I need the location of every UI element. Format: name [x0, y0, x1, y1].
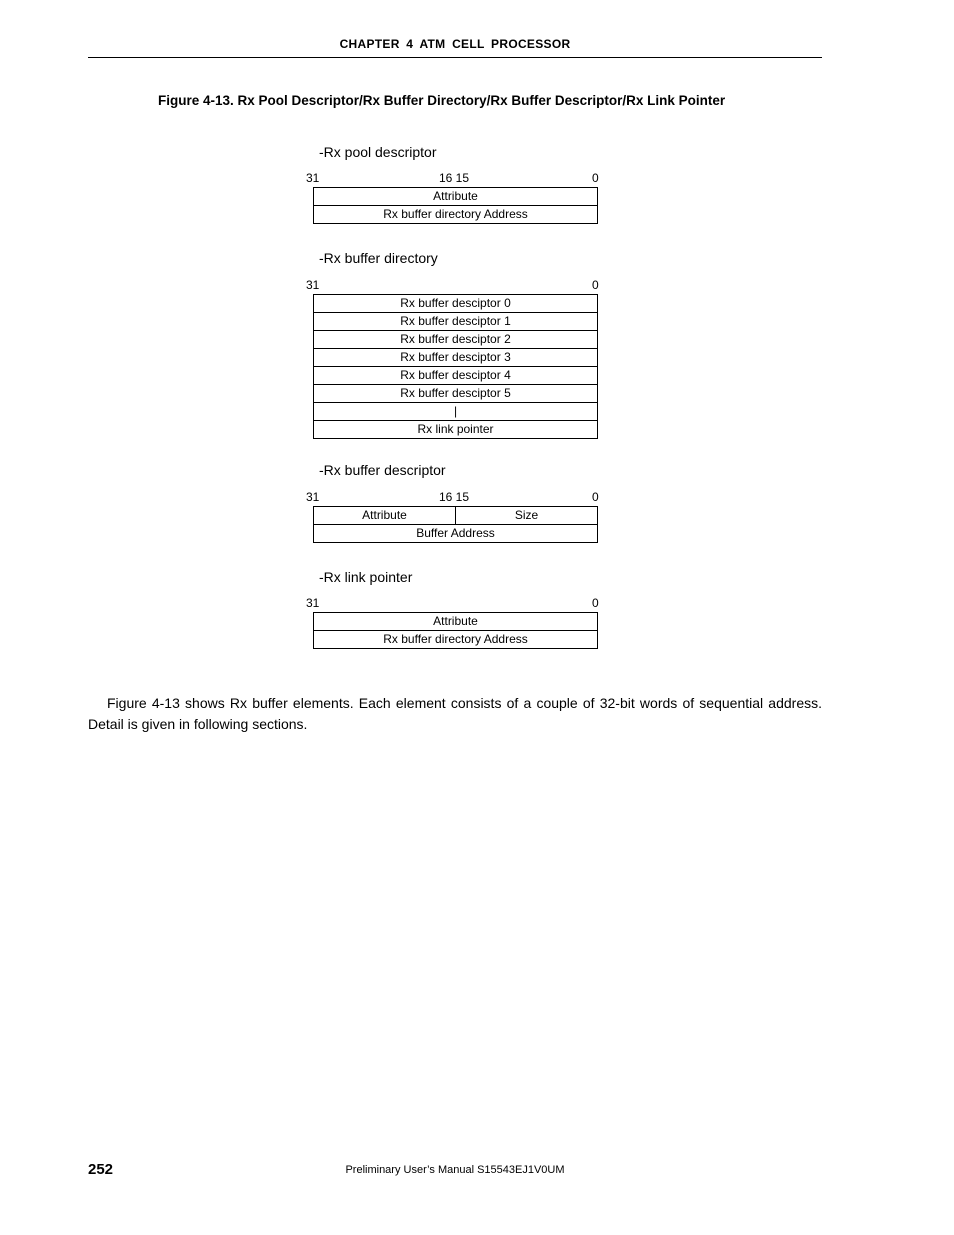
section-title-rx-pool-descriptor: -Rx pool descriptor: [319, 144, 437, 160]
bit-label-low: 0: [592, 171, 599, 185]
register-field-size: Size: [455, 507, 597, 524]
register-row: Rx link pointer: [314, 420, 597, 438]
chapter-header: CHAPTER 4 ATM CELL PROCESSOR: [339, 37, 571, 51]
register-row-ellipsis: |: [314, 402, 597, 420]
bit-label-high: 31: [306, 171, 320, 185]
section-title-rx-link-pointer: -Rx link pointer: [319, 569, 413, 585]
register-row: Rx buffer desciptor 3: [314, 348, 597, 366]
header-rule: [88, 57, 822, 58]
bit-label-low: 0: [592, 490, 599, 504]
body-paragraph: Figure 4-13 shows Rx buffer elements. Each element consists of a couple of 32-bit words of sequential address. Detail is given in following sections.: [88, 695, 822, 732]
register-field-attribute: Attribute: [362, 508, 407, 522]
register-rx-link-pointer: [313, 612, 598, 649]
register-row: Rx buffer directory Address: [314, 205, 597, 223]
section-title-rx-buffer-descriptor: -Rx buffer descriptor: [319, 462, 446, 478]
footer-manual-id: Preliminary User’s Manual S15543EJ1V0UM: [345, 1164, 565, 1176]
bit-label-low: 0: [592, 278, 599, 292]
register-rx-buffer-directory: [313, 294, 598, 439]
register-row: Rx buffer directory Address: [314, 630, 597, 648]
figure-title: Figure 4-13. Rx Pool Descriptor/Rx Buffer Directory/Rx Buffer Descriptor/Rx Link Pointer: [158, 93, 726, 108]
register-row: Attribute: [433, 614, 478, 628]
section-title-rx-buffer-directory: -Rx buffer directory: [319, 250, 438, 266]
register-rx-pool-descriptor: [313, 187, 598, 224]
register-row: Rx buffer desciptor 1: [314, 312, 597, 330]
register-row: Rx buffer desciptor 4: [314, 366, 597, 384]
register-row: Buffer Address: [314, 524, 597, 542]
register-row: Rx buffer desciptor 2: [314, 330, 597, 348]
page-number: 252: [88, 1161, 114, 1178]
register-row: Rx buffer desciptor 5: [314, 384, 597, 402]
bit-label-mid: 16 15: [439, 490, 470, 504]
bit-label-low: 0: [592, 596, 599, 610]
bit-label-high: 31: [306, 596, 320, 610]
register-row: [314, 507, 597, 524]
register-row: Rx buffer desciptor 0: [400, 296, 511, 310]
bit-label-high: 31: [306, 278, 320, 292]
bit-label-high: 31: [306, 490, 320, 504]
register-row: Attribute: [433, 189, 478, 203]
register-rx-buffer-descriptor: [313, 506, 598, 543]
bit-label-mid: 16 15: [439, 171, 470, 185]
